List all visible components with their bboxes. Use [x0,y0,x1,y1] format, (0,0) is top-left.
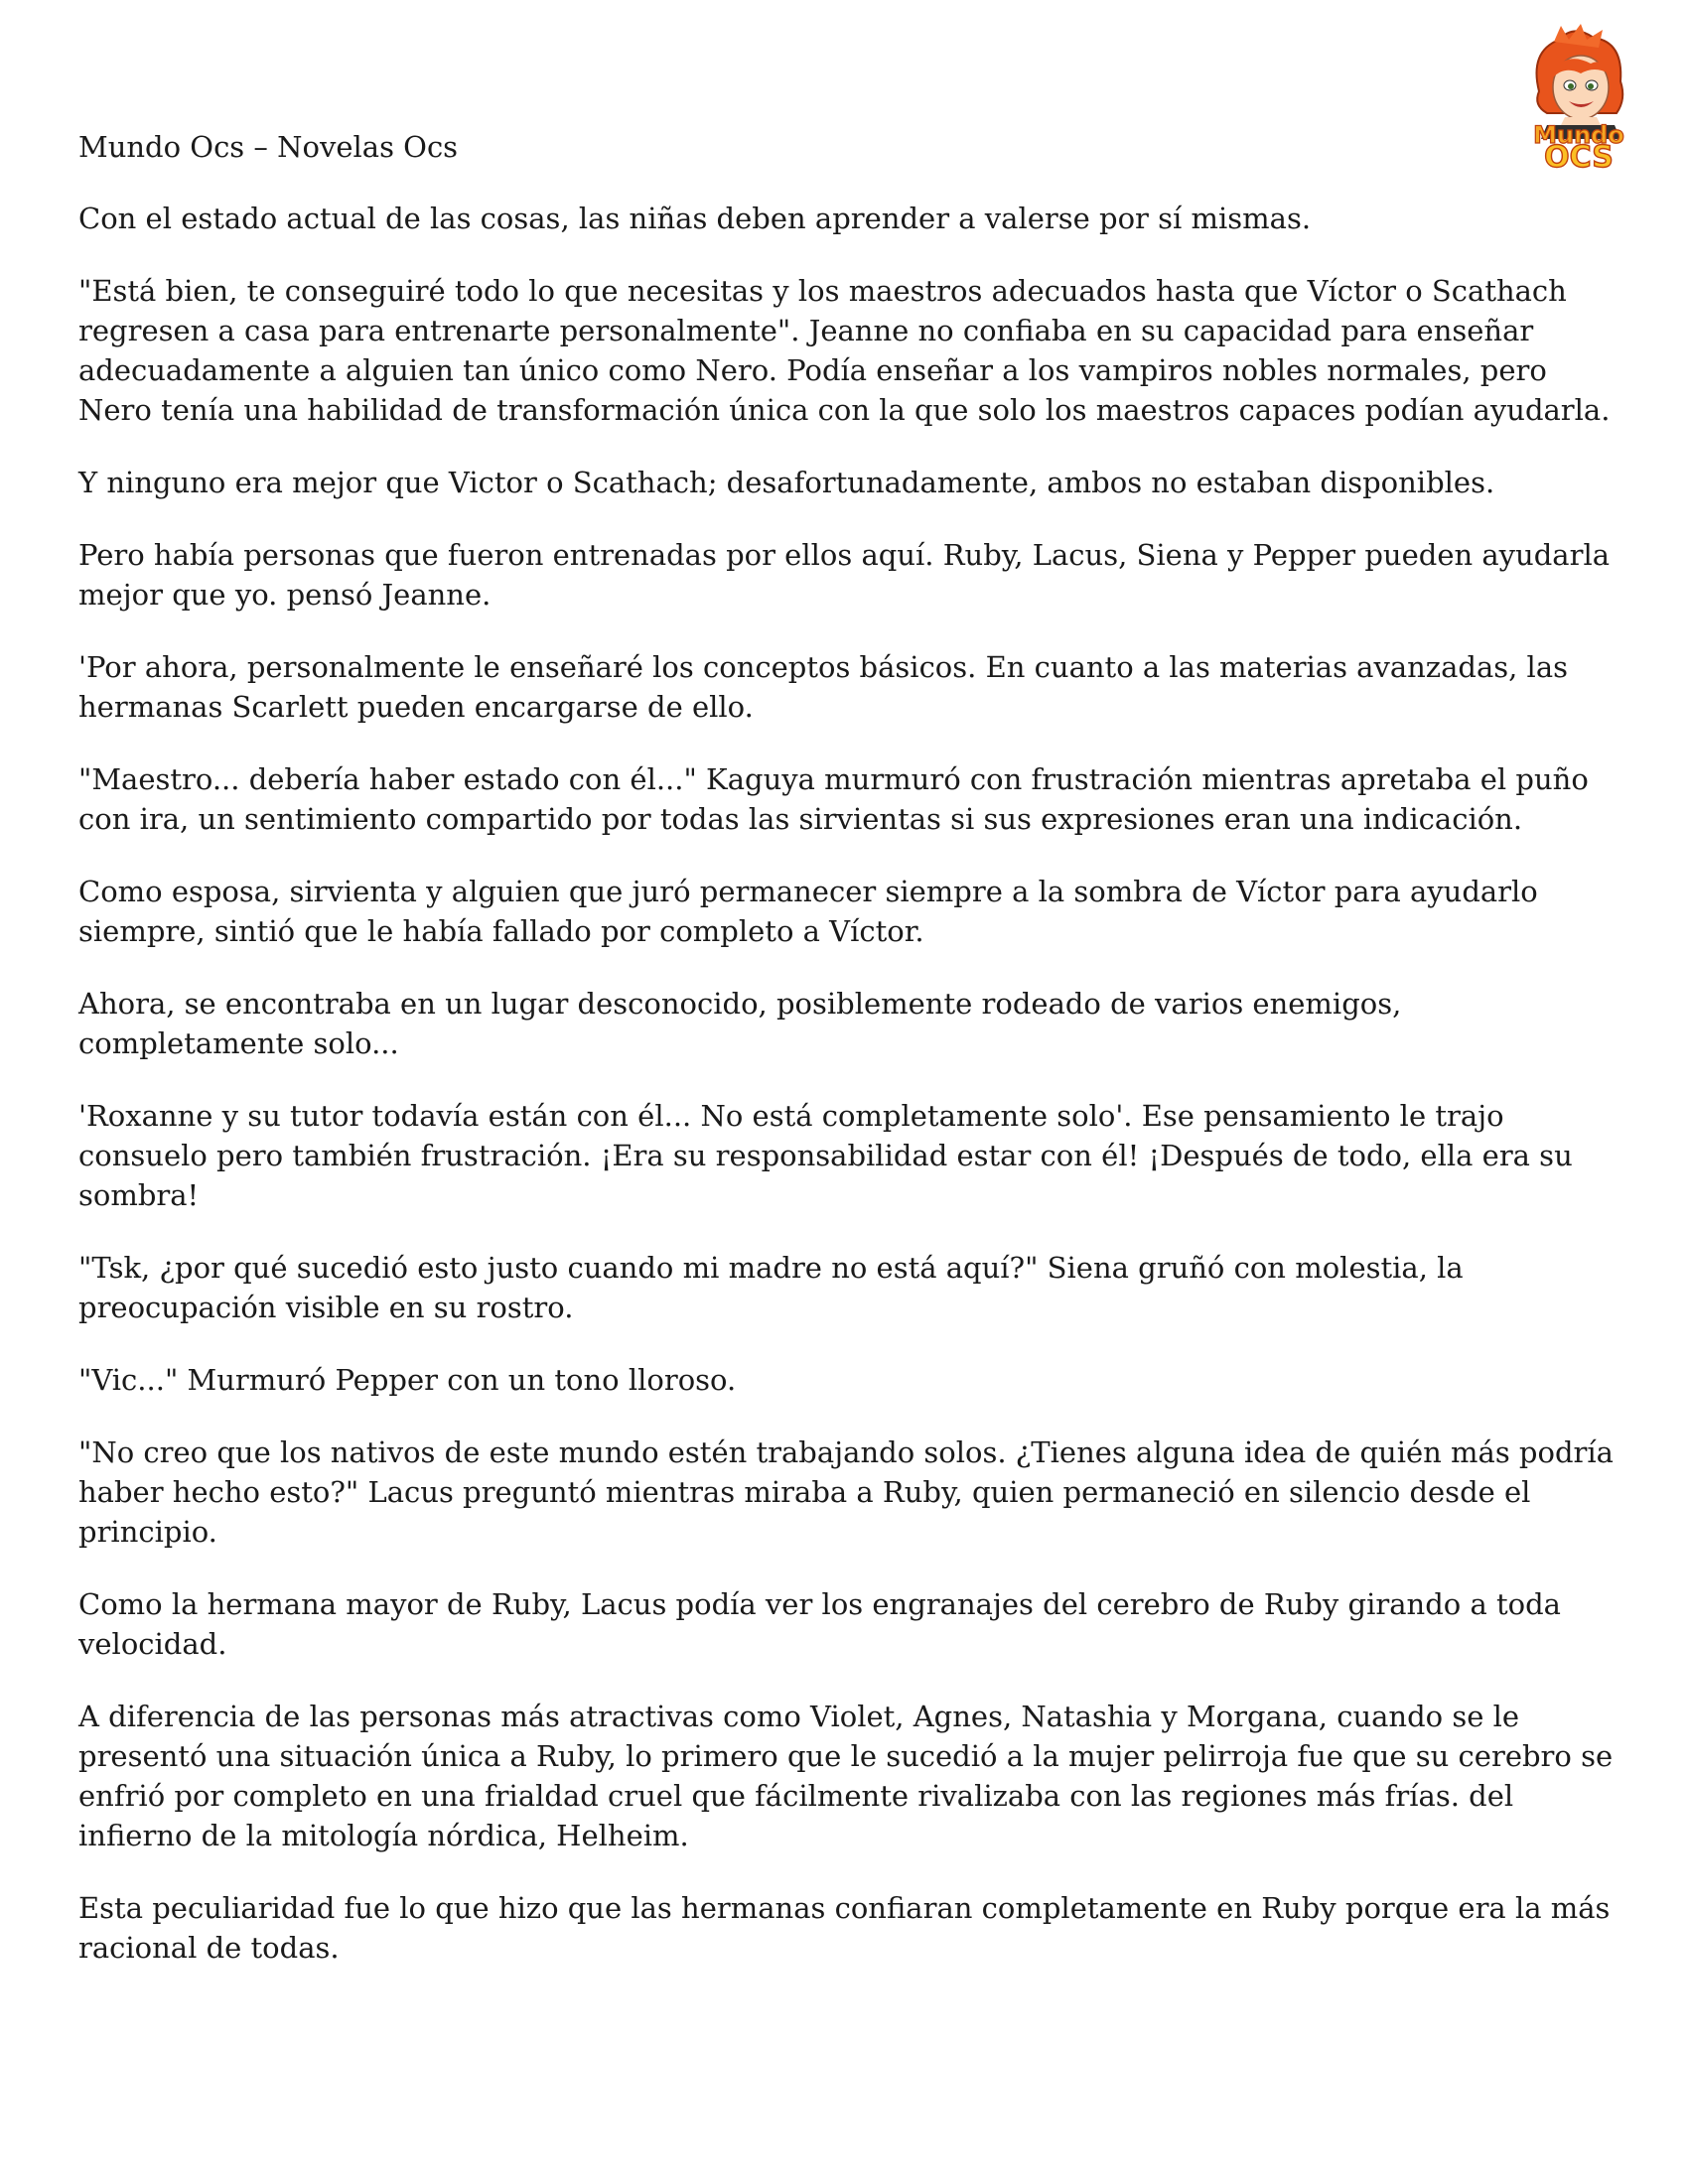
document-body [78,199,1627,1968]
document-page [78,127,1627,2000]
logo-text-line1: Mundo [1533,121,1624,149]
paragraph: "Maestro... debería haber estado con él..." Kaguya murmuró con frustración mientras apretaba el puño con ira, un sentimiento compartido por todas las sirvientas si sus expresiones eran una indicación. [78,762,1589,836]
paragraph: Esta peculiaridad fue lo que hizo que las hermanas confiaran completamente en Ruby porque era la más racional de todas. [78,1891,1611,1965]
paragraph: "Tsk, ¿por qué sucedió esto justo cuando mi madre no está aquí?" Siena gruñó con molestia, la preocupación visible en su rostro. [78,1251,1464,1324]
paragraph: 'Por ahora, personalmente le enseñaré los conceptos básicos. En cuanto a las materias avanzadas, las hermanas Scarlett pueden encargarse de ello. [78,650,1568,724]
paragraph: 'Roxanne y su tutor todavía están con él... No está completamente solo'. Ese pensamiento le trajo consuelo pero también frustración. ¡Era su responsabilidad estar con él! ¡Después de todo, ella era su sombra! [78,1099,1573,1212]
paragraph: Ahora, se encontraba en un lugar desconocido, posiblemente rodeado de varios enemigos, completamente solo... [78,987,1402,1060]
logo-text-line2: OCS [1544,140,1614,171]
paragraph: Pero había personas que fueron entrenadas por ellos aquí. Ruby, Lacus, Siena y Pepper pueden ayudarla mejor que yo. pensó Jeanne. [78,538,1611,612]
paragraph: A diferencia de las personas más atractivas como Violet, Agnes, Natashia y Morgana, cuando se le presentó una situación única a Ruby, lo primero que le sucedió a la mujer pelirroja fue que su cerebro se enfrió por completo en una frialdad cruel que fácilmente rivalizaba con las regiones más frías. del infierno de la mitología nórdica, Helheim. [78,1700,1614,1852]
paragraph: Como esposa, sirvienta y alguien que juró permanecer siempre a la sombra de Víctor para ayudarlo siempre, sintió que le había fallado por completo a Víctor. [78,875,1538,948]
paragraph: "Está bien, te conseguiré todo lo que necesitas y los maestros adecuados hasta que Víctor o Scathach regresen a casa para entrenarte personalmente". Jeanne no confiaba en su capacidad para enseñar adecuadamente a alguien tan único como Nero. Podía enseñar a los vampiros nobles normales, pero Nero tenía una habilidad de transformación única con la que solo los maestros capaces podían ayudarla. [78,274,1611,427]
paragraph: "No creo que los nativos de este mundo estén trabajando solos. ¿Tienes alguna idea de quién más podría haber hecho esto?" Lacus preguntó mientras miraba a Ruby, quien permaneció en silencio desde el principio. [78,1435,1614,1549]
document-header: Mundo Ocs – Novelas Ocs [78,130,459,164]
paragraph: Y ninguno era mejor que Victor o Scathach; desafortunadamente, ambos no estaban disponibles. [78,466,1495,499]
paragraph: "Vic..." Murmuró Pepper con un tono lloroso. [78,1363,737,1397]
paragraph: Como la hermana mayor de Ruby, Lacus podía ver los engranajes del cerebro de Ruby girando a toda velocidad. [78,1587,1561,1661]
paragraph: Con el estado actual de las cosas, las niñas deben aprender a valerse por sí mismas. [78,202,1312,235]
